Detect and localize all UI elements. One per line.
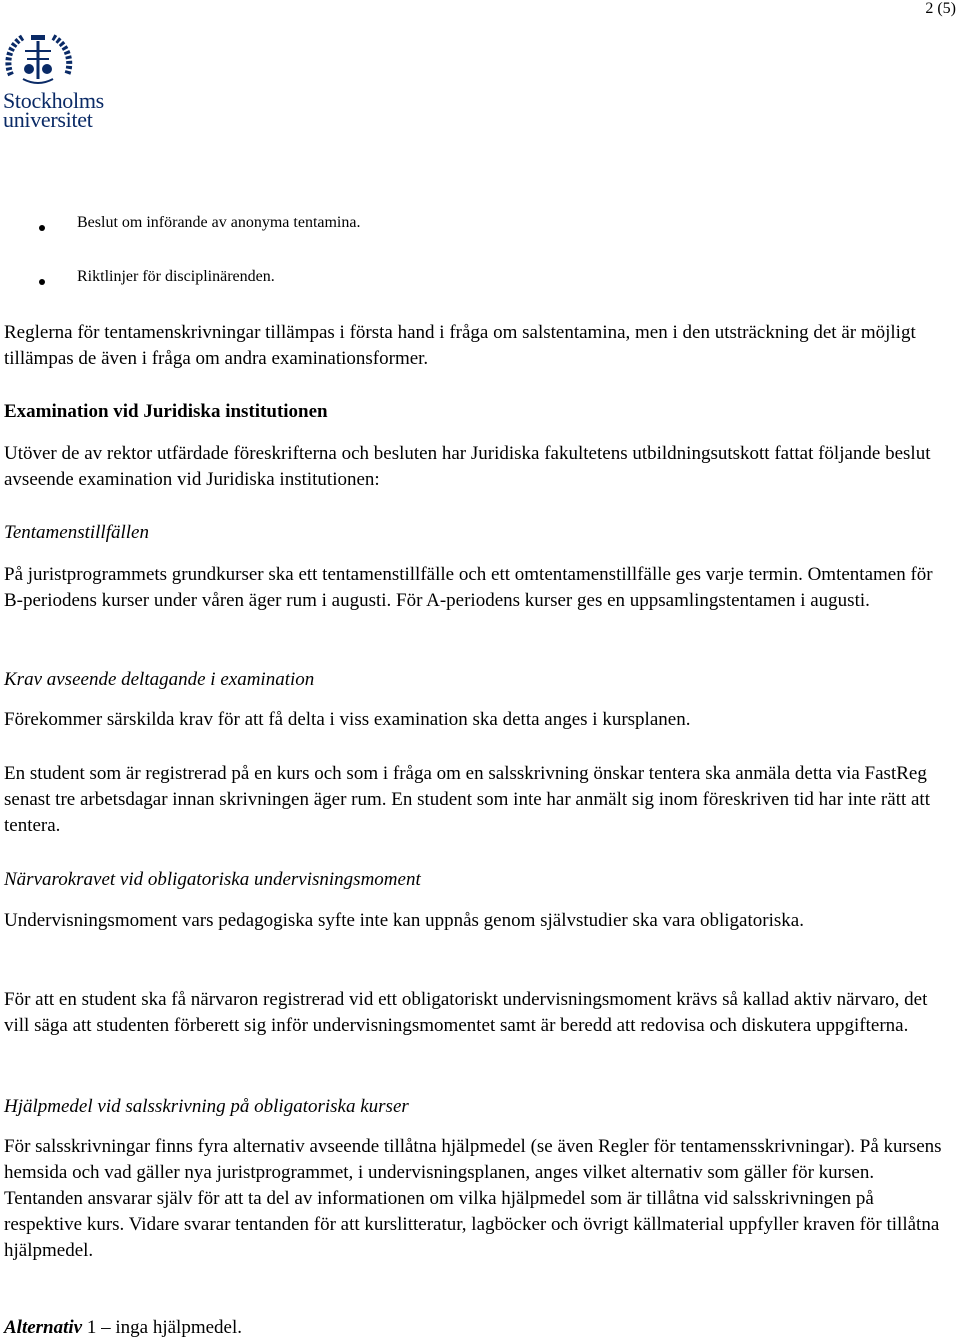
logo-name-line2: universitet	[3, 107, 93, 132]
subheading-hjalpmedel: Hjälpmedel vid salsskrivning på obligatoriska kurser	[4, 1096, 409, 1117]
intro-paragraph: Reglerna för tentamenskrivningar tillämpas i första hand i fråga om salstentamina, men i den utsträckning det är möjligt tillämpas de även i fråga om andra examinationsformer.	[4, 322, 916, 369]
alternative-text: 1 – inga hjälpmedel.	[82, 1317, 243, 1338]
logo-name-line1: Stockholms	[3, 88, 104, 113]
university-seal-icon	[3, 29, 75, 91]
section-heading: Examination vid Juridiska institutionen	[4, 401, 328, 422]
paragraph-tentamenstillfallen: På juristprogrammets grundkurser ska ett tentamenstillfälle och ett omtentamenstillfälle ges varje termin. Omtentamen för B-periodens kurser under våren äger rum i augusti. För A-periodens kurser ges en uppsamlingstentamen i augusti.	[4, 564, 933, 611]
paragraph-krav-1: Förekommer särskilda krav för att få delta i viss examination ska detta anges i kursplanen.	[4, 709, 691, 730]
paragraph-krav-2: En student som är registrerad på en kurs och som i fråga om en salsskrivning önskar tentera ska anmäla detta via FastReg senast tre arbetsdagar innan skrivningen äger rum. En student som inte har anmält sig inom föreskriven tid har inte rätt att tentera.	[4, 763, 930, 836]
list-item: Riktlinjer för disciplinärenden.	[4, 268, 360, 294]
subheading-narvarokrav: Närvarokravet vid obligatoriska undervisningsmoment	[4, 869, 421, 890]
subheading-tentamenstillfallen: Tentamenstillfällen	[4, 522, 149, 543]
alternative-label: Alternativ	[4, 1317, 83, 1338]
subheading-krav: Krav avseende deltagande i examination	[4, 669, 315, 690]
paragraph-hjalpmedel: För salsskrivningar finns fyra alternativ avseende tillåtna hjälpmedel (se även Regler för tentamensskrivningar). På kursens hemsida och vad gäller nya juristprogrammet, i undervisningsplanen, anges vilket alternativ som gäller för kursen. Tentanden ansvarar själv för att ta del av informationen om vilka hjälpmedel som är tillåtna vid salsskrivningen på respektive kurs. Vidare svarar tentanden för att kurslitteratur, lagböcker och övrigt källmaterial uppfyller kraven för tillåtna hjälpmedel.	[4, 1136, 942, 1261]
bullet-icon	[39, 279, 45, 285]
list-item: Beslut om införande av anonyma tentamina.	[4, 214, 360, 240]
bullet-icon	[39, 225, 45, 231]
section-intro: Utöver de av rektor utfärdade föreskrifterna och besluten har Juridiska fakultetens utbildningsutskott fattat följande beslut avseende examination vid Juridiska institutionen:	[4, 443, 931, 490]
paragraph-narvarokrav-1: Undervisningsmoment vars pedagogiska syfte inte kan uppnås genom självstudier ska vara obligatoriska.	[4, 910, 804, 931]
paragraph-narvarokrav-2: För att en student ska få närvaron registrerad vid ett obligatoriskt undervisningsmoment krävs så kallad aktiv närvaro, det vill säga att studenten förberett sig inför undervisningsmomentet samt är beredd att redovisa och diskutera uppgifterna.	[4, 989, 928, 1036]
bullet-list	[4, 214, 360, 322]
university-logo	[3, 29, 125, 132]
alternative-1	[4, 1315, 944, 1341]
page-number: 2 (5)	[925, 0, 956, 17]
